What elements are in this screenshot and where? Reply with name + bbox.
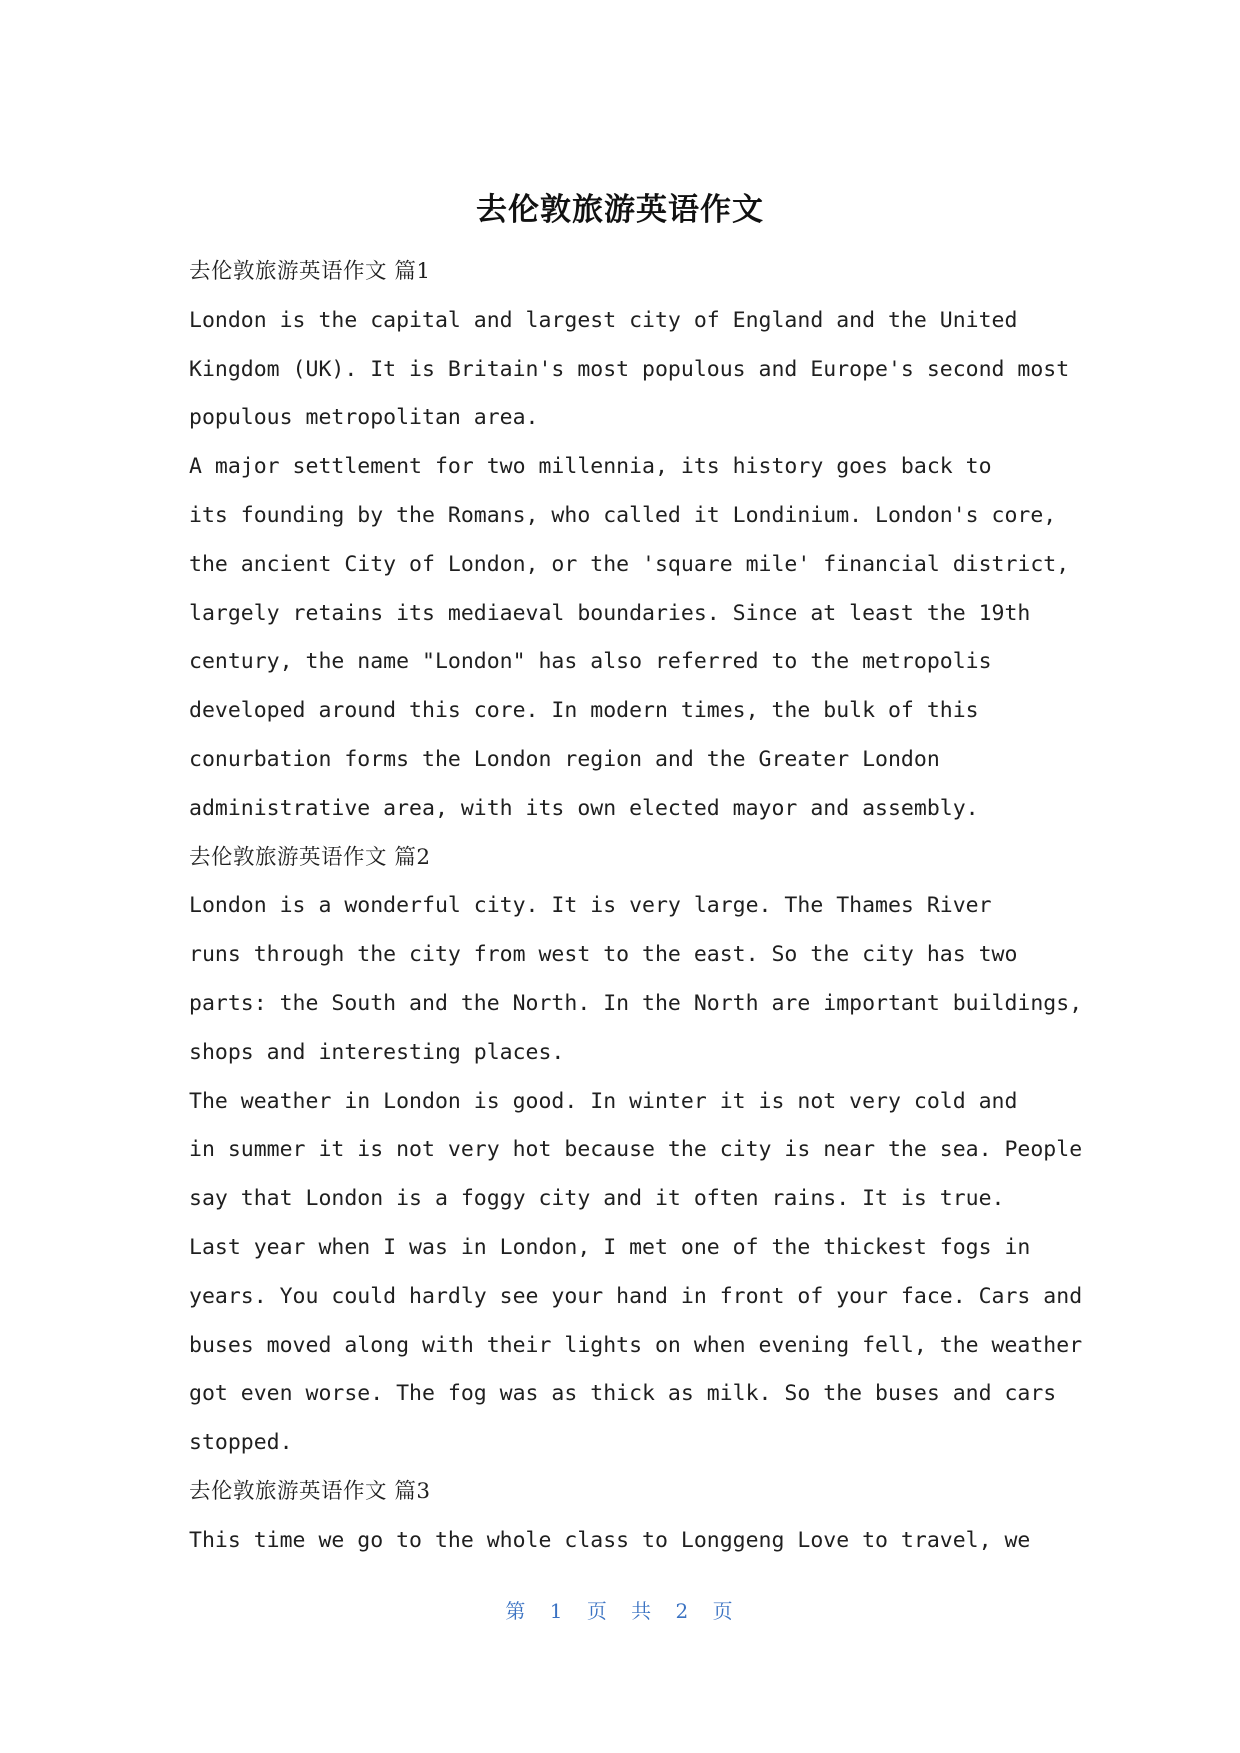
paragraph-line: London is the capital and largest city of England and the United <box>189 307 1018 333</box>
paragraph-line: in summer it is not very hot because the city is near the sea. People <box>189 1137 1083 1163</box>
section-heading: 去伦敦旅游英语作文 篇1 <box>189 259 431 284</box>
paragraph-line: say that London is a foggy city and it often rains. It is true. <box>189 1186 1005 1212</box>
paragraph-line: stopped. <box>189 1430 293 1456</box>
paragraph-line: A major settlement for two millennia, its history goes back to <box>189 454 992 480</box>
paragraph-line: years. You could hardly see your hand in front of your face. Cars and <box>189 1283 1083 1309</box>
paragraph-line: century, the name "London" has also referred to the metropolis <box>189 649 992 675</box>
paragraph-line: conurbation forms the London region and the Greater London <box>189 746 940 772</box>
paragraph-line: This time we go to the whole class to Longgeng Love to travel, we <box>189 1527 1031 1553</box>
paragraph-line: populous metropolitan area. <box>189 405 539 431</box>
paragraph-line: London is a wonderful city. It is very large. The Thames River <box>189 893 992 919</box>
document-title: 去伦敦旅游英语作文 <box>476 192 764 228</box>
paragraph-line: developed around this core. In modern times, the bulk of this <box>189 698 979 724</box>
paragraph-line: administrative area, with its own elected mayor and assembly. <box>189 795 979 821</box>
section-heading: 去伦敦旅游英语作文 篇2 <box>189 844 431 870</box>
paragraph-line: parts: the South and the North. In the North are important buildings, <box>189 990 1083 1016</box>
paragraph-line: got even worse. The fog was as thick as milk. So the buses and cars <box>189 1381 1057 1407</box>
paragraph-line: The weather in London is good. In winter it is not very cold and <box>189 1088 1018 1114</box>
section-heading: 去伦敦旅游英语作文 篇3 <box>189 1478 431 1504</box>
paragraph-line: Kingdom (UK). It is Britain's most populous and Europe's second most <box>189 356 1070 382</box>
paragraph-line: its founding by the Romans, who called it Londinium. London's core, <box>189 502 1057 528</box>
document-body <box>189 248 1083 1566</box>
paragraph-line: runs through the city from west to the east. So the city has two <box>189 942 1018 968</box>
paragraph-line: the ancient City of London, or the 'square mile' financial district, <box>189 551 1070 577</box>
page-footer: 第 1 页 共 2 页 <box>505 1599 735 1623</box>
paragraph-line: buses moved along with their lights on when evening fell, the weather <box>189 1332 1083 1358</box>
paragraph-line: shops and interesting places. <box>189 1039 565 1065</box>
paragraph-line: Last year when I was in London, I met one of the thickest fogs in <box>189 1234 1031 1260</box>
paragraph-line: largely retains its mediaeval boundaries. Since at least the 19th <box>189 600 1031 626</box>
